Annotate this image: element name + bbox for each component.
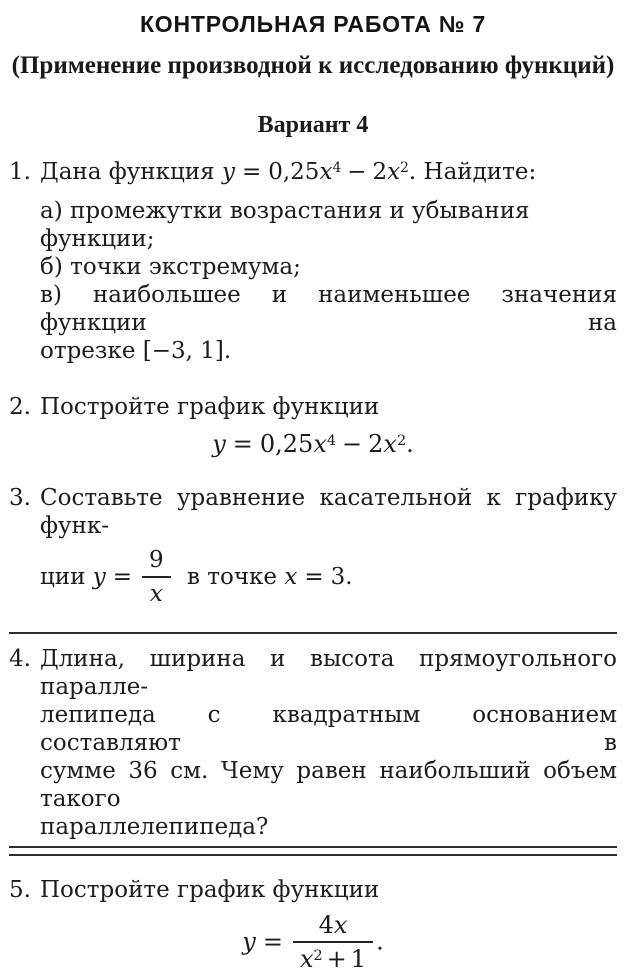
var-y: y [242,927,256,956]
problem-4-line: Длина, ширина и высота прямоугольного паралле- [40,646,617,700]
var-y: y [212,430,226,458]
problem-2 [9,393,617,460]
exponent: 4 [332,160,342,176]
problem-4-line: сумме 36 см. Чему равен наибольший объем такого [40,758,617,812]
equals-sign: = [262,927,283,956]
equals-sign: = [304,564,324,590]
var-x: x [387,159,401,185]
problem-2-text: Постройте график функции [40,394,380,420]
var-x: x [319,159,333,185]
var-y: y [92,564,106,590]
problem-5-number: 5. [9,877,31,903]
problem-4-body [40,645,617,841]
problem-3 [9,484,617,608]
problem-3-body [40,484,617,608]
problem-2-number: 2. [9,394,31,420]
problem-1-intro-text: Дана функция [40,159,215,185]
fraction-numerator: 9 [142,548,171,578]
var-x: x [333,911,348,939]
problem-3-after-frac: в точке [187,564,278,590]
divider-line [9,854,617,856]
fraction-denominator [293,943,373,973]
coefficient: 2 [372,159,388,185]
fraction-4x-over-x2plus1 [293,913,373,973]
problem-5-text: Постройте график функции [40,877,380,903]
period: . [376,927,384,956]
problem-1-item-v-line1: в) наибольшее и наименьшее значения функции на [40,282,617,336]
exponent: 2 [313,948,323,964]
plus-sign: + [326,945,347,973]
variant-title: Вариант 4 [257,112,369,138]
problem-1-intro [40,158,617,186]
fraction-numerator [293,913,373,943]
divider-double [9,846,617,856]
problem-2-body [40,393,617,460]
equals-sign: = [232,430,253,458]
divider-line [9,846,617,848]
var-x: x [299,945,314,973]
fraction-denominator [142,578,171,608]
equals-sign: = [241,159,262,185]
var-x: x [149,581,163,607]
page-subtitle: (Применение производной к исследованию функций) [11,52,615,79]
problem-4-line: параллелепипеда? [40,814,269,840]
formula-centered-2 [9,428,617,460]
problem-5-body [40,876,617,973]
formula-inline-1 [222,159,536,185]
formula-centered-5 [9,913,617,973]
problem-1-item-b: б) точки экстремума; [40,254,301,280]
var-x: x [284,564,298,590]
point-value: 3. [330,564,353,590]
problem-1-item-a: а) промежутки возрастания и убывания функции; [40,198,530,252]
problem-4-number: 4. [9,646,31,672]
coefficient: 2 [368,430,384,458]
var-y: y [221,159,235,185]
divider-line [9,632,617,634]
problem-3-number: 3. [9,485,31,511]
problem-3-line2 [40,548,617,608]
problem-4-line: лепипеда с квадратным основанием составляют в [40,702,617,756]
exponent: 2 [400,160,409,176]
problem-1-item-v-line2: отрезке [−3, 1]. [40,338,232,364]
var-x: x [383,430,397,458]
problem-1-number: 1. [9,159,31,185]
minus-sign: − [347,159,367,185]
minus-sign: − [342,430,363,458]
coefficient: 4 [318,911,334,939]
problem-4 [9,645,617,841]
problem-1-body [40,158,617,365]
page-title: КОНТРОЛЬНАЯ РАБОТА № 7 [139,11,487,37]
coefficient: 0,25 [259,430,314,458]
equals-sign: = [112,564,133,590]
exponent: 4 [326,433,337,449]
constant: 1 [350,945,367,973]
problem-3-line1: Составьте уравнение касательной к графику функ- [40,485,617,539]
coefficient: 0,25 [268,159,320,185]
problem-1-items [40,197,617,365]
period: . [406,430,414,458]
problem-5 [9,876,617,973]
problem-1 [9,158,617,365]
problem-1-intro-tail: . Найдите: [408,159,537,185]
var-x: x [313,430,327,458]
exponent: 2 [396,433,407,449]
problem-3-word: ции [40,564,86,590]
fraction-9-over-x [142,548,171,608]
